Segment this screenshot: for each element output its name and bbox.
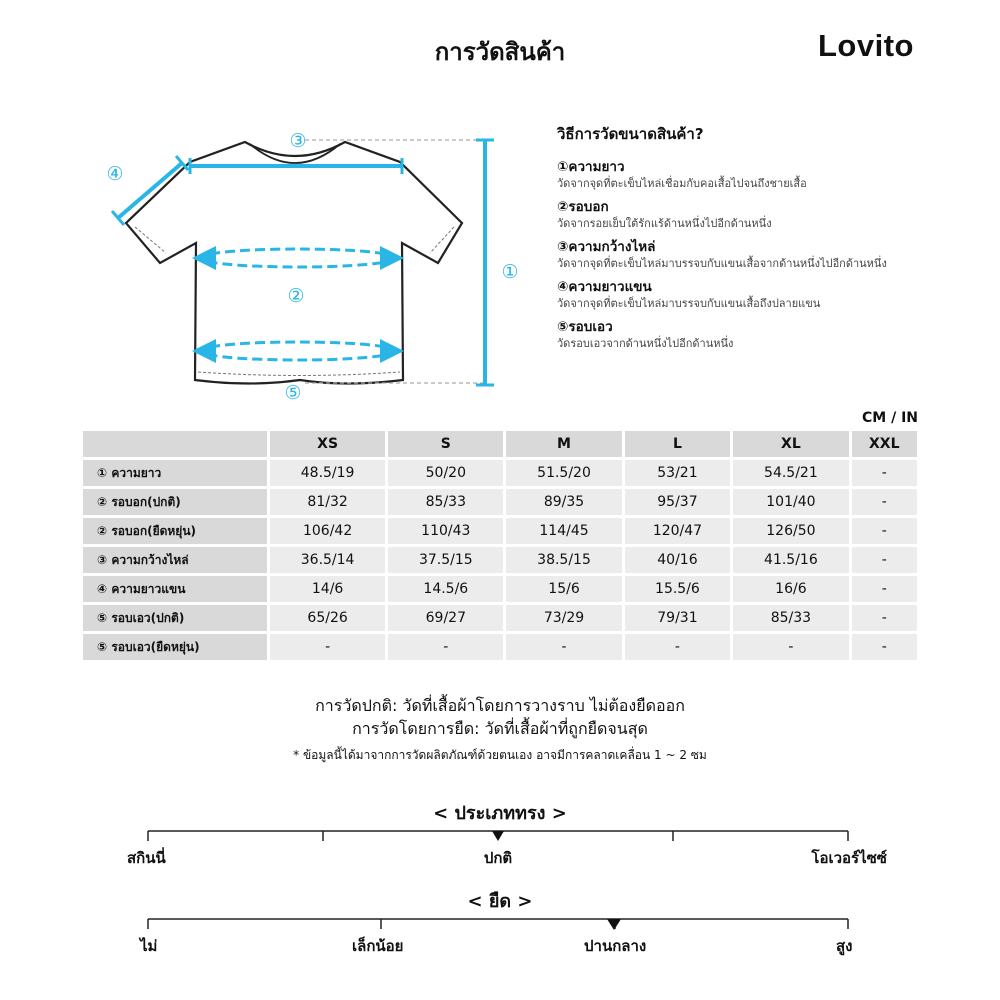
table-cell: 101/40 [733, 489, 848, 515]
fit-label-skinny: สกินนี่ [127, 849, 166, 867]
marker-4: ④ [106, 163, 124, 185]
table-row [83, 634, 917, 660]
step-desc: วัดจากจุดที่ตะเข็บไหล่มาบรรจบกับแขนเสื้อจากด้านหนึ่งไปอีกด้านหนึ่ง [557, 257, 887, 270]
step-length [557, 158, 977, 192]
row-label: ③ ความกว้างไหล่ [83, 547, 267, 573]
step-waist [557, 318, 977, 352]
marker-2: ② [287, 285, 305, 307]
table-cell: 51.5/20 [506, 460, 621, 486]
fit-scale-bar [140, 822, 860, 846]
fit-scale-title: < ประเภททรง > [433, 803, 567, 824]
table-cell: 40/16 [625, 547, 731, 573]
fit-label-regular: ปกติ [483, 849, 513, 867]
size-header: XXL [852, 431, 918, 457]
table-cell: 114/45 [506, 518, 621, 544]
table-cell: 38.5/15 [506, 547, 621, 573]
brand-logo: Lovito [818, 28, 914, 63]
table-cell: 54.5/21 [733, 460, 848, 486]
step-name: ④ความยาวแขน [557, 279, 652, 295]
size-header: XL [733, 431, 848, 457]
size-header: XS [270, 431, 385, 457]
step-shoulder [557, 238, 977, 272]
step-desc: วัดจากจุดที่ตะเข็บไหล่เชื่อมกับคอเสื้อไปจนถึงชายเสื้อ [557, 177, 807, 190]
fit-label-oversize: โอเวอร์ไซซ์ [811, 849, 887, 867]
stretch-label-slight: เล็กน้อย [352, 937, 404, 955]
table-cell: 16/6 [733, 576, 848, 602]
step-chest [557, 198, 977, 232]
table-cell: 14/6 [270, 576, 385, 602]
step-desc: วัดจากจุดที่ตะเข็บไหล่มาบรรจบกับแขนเสื้อถึงปลายแขน [557, 297, 821, 310]
step-desc: วัดจากรอยเย็บใต้รักแร้ด้านหนึ่งไปอีกด้านหนึ่ง [557, 217, 772, 230]
table-cell: - [506, 634, 621, 660]
note-disclaimer: * ข้อมูลนี้ได้มาจากการวัดผลิตภัณฑ์ด้วยตนเอง อาจมีการคลาดเคลื่อน 1 ~ 2 ซม [293, 748, 707, 762]
table-cell: 120/47 [625, 518, 731, 544]
table-row [83, 605, 917, 631]
how-to-title: วิธีการวัดขนาดสินค้า? [557, 125, 704, 143]
table-cell: 41.5/16 [733, 547, 848, 573]
stretch-selected-marker [607, 919, 621, 930]
table-cell: 110/43 [388, 518, 503, 544]
table-corner [83, 431, 267, 457]
tshirt-diagram [100, 125, 540, 410]
marker-1: ① [501, 261, 519, 283]
size-table [80, 428, 920, 663]
note-normal-measure: การวัดปกติ: วัดที่เสื้อผ้าโดยการวางราบ ไม่ต้องยืดออก [315, 696, 685, 715]
table-cell: 89/35 [506, 489, 621, 515]
tshirt-outline [126, 142, 462, 384]
table-cell: 50/20 [388, 460, 503, 486]
step-desc: วัดรอบเอวจากด้านหนึ่งไปอีกด้านหนึ่ง [557, 337, 734, 350]
table-cell: - [852, 576, 918, 602]
table-cell: - [852, 518, 918, 544]
table-cell: - [852, 489, 918, 515]
table-cell: - [270, 634, 385, 660]
table-row [83, 547, 917, 573]
table-cell: 81/32 [270, 489, 385, 515]
table-cell: - [388, 634, 503, 660]
step-name: ⑤รอบเอว [557, 319, 613, 335]
page-title: การวัดสินค้า [434, 38, 566, 66]
fit-selected-marker [492, 831, 504, 841]
stretch-scale-title: < ยืด > [467, 891, 533, 912]
note-stretch-measure: การวัดโดยการยืด: วัดที่เสื้อผ้าที่ถูกยืดจนสุด [352, 719, 648, 738]
table-cell: - [852, 634, 918, 660]
table-cell: 53/21 [625, 460, 731, 486]
table-cell: 36.5/14 [270, 547, 385, 573]
row-label: ⑤ รอบเอว(ปกติ) [83, 605, 267, 631]
unit-label: CM / IN [862, 410, 918, 426]
table-cell: 85/33 [388, 489, 503, 515]
size-header: M [506, 431, 621, 457]
table-cell: - [733, 634, 848, 660]
table-cell: 126/50 [733, 518, 848, 544]
row-label: ⑤ รอบเอว(ยืดหยุ่น) [83, 634, 267, 660]
step-name: ③ความกว้างไหล่ [557, 239, 656, 255]
row-label: ① ความยาว [83, 460, 267, 486]
stretch-scale-bar [140, 910, 860, 934]
table-row [83, 518, 917, 544]
table-row [83, 576, 917, 602]
how-to-measure [557, 122, 977, 358]
size-header: S [388, 431, 503, 457]
row-label: ④ ความยาวแขน [83, 576, 267, 602]
stretch-label-medium: ปานกลาง [584, 937, 647, 955]
marker-5: ⑤ [284, 382, 302, 404]
step-name: ②รอบอก [557, 199, 609, 215]
table-cell: 15/6 [506, 576, 621, 602]
row-label: ② รอบอก(ยืดหยุ่น) [83, 518, 267, 544]
table-cell: 14.5/6 [388, 576, 503, 602]
table-cell: 73/29 [506, 605, 621, 631]
table-cell: - [625, 634, 731, 660]
stretch-label-none: ไม่ [140, 937, 158, 955]
table-row [83, 460, 917, 486]
table-cell: 48.5/19 [270, 460, 385, 486]
table-cell: - [852, 605, 918, 631]
table-cell: 15.5/6 [625, 576, 731, 602]
row-label: ② รอบอก(ปกติ) [83, 489, 267, 515]
table-cell: - [852, 547, 918, 573]
table-cell: 69/27 [388, 605, 503, 631]
table-cell: 106/42 [270, 518, 385, 544]
step-sleeve [557, 278, 977, 312]
table-cell: 85/33 [733, 605, 848, 631]
table-header-row [83, 431, 917, 457]
stretch-label-high: สูง [836, 937, 853, 955]
table-cell: - [852, 460, 918, 486]
table-cell: 79/31 [625, 605, 731, 631]
table-cell: 95/37 [625, 489, 731, 515]
marker-3: ③ [289, 130, 307, 152]
step-name: ①ความยาว [557, 159, 625, 175]
size-header: L [625, 431, 731, 457]
table-cell: 65/26 [270, 605, 385, 631]
table-cell: 37.5/15 [388, 547, 503, 573]
table-row [83, 489, 917, 515]
